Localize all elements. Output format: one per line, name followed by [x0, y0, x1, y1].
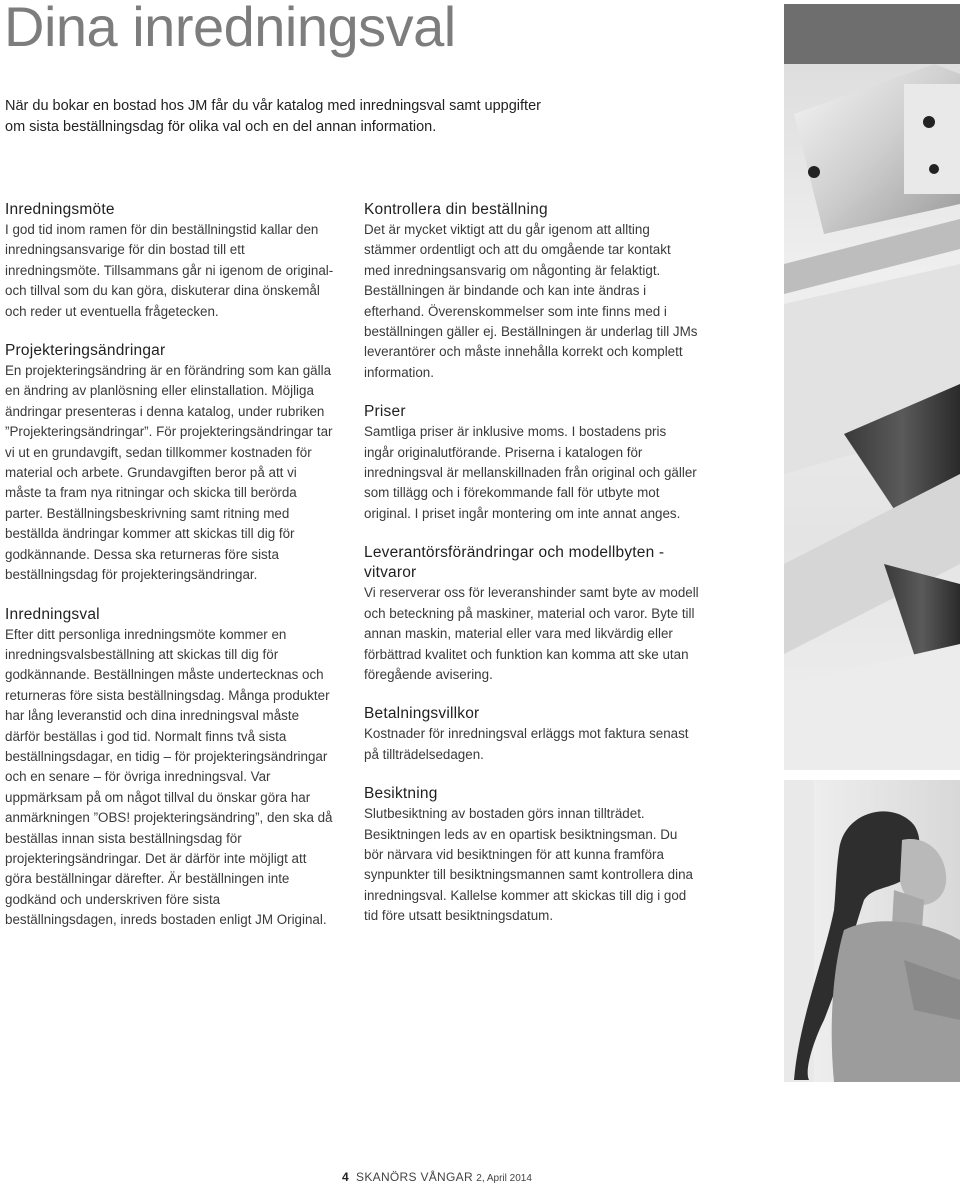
section-projekteringsandringar — [5, 341, 335, 585]
section-body: Det är mycket viktigt att du går igenom att allting stämmer ordentligt och att du omgående tar kontakt med inredningsansvarig om någonting är felaktigt. Beställningen är bindande och kan inte ändras i efterhand. Överenskommelser som inte finns med i beställningen gäller ej. Beställningen är underlag till JMs leverantörer och måste innehålla korrekt och komplett information. — [364, 222, 698, 380]
section-inredningsmote — [5, 200, 335, 322]
section-kontrollera — [364, 200, 699, 383]
section-heading: Projekteringsändringar — [5, 342, 166, 360]
left-column — [5, 200, 335, 950]
woman-photo — [784, 780, 960, 1082]
section-body: I god tid inom ramen för din beställningstid kallar den inredningsansvarige för din bostad till ett inredningsmöte. Tillsammans går ni igenom de original- och tillval som du kan göra, diskuterar dina önskemål och reder ut eventuella frågetecken. — [5, 222, 334, 319]
section-betalningsvillkor — [364, 704, 699, 765]
page-title: Dina inredningsval — [4, 0, 456, 58]
section-body: Vi reserverar oss för leveranshinder samt byte av modell och beteckning på maskiner, material och varor. Byte till annan maskin, material eller vara med likvärdig eller förbättrad kvalitet och funktion kan komma att ske utan föregående avisering. — [364, 585, 699, 682]
right-column — [364, 200, 699, 946]
section-heading: Priser — [364, 403, 406, 421]
section-heading: Besiktning — [364, 785, 438, 803]
hinge-closeup-photo — [784, 4, 960, 770]
section-leverantorsforandringar — [364, 543, 699, 685]
section-inredningsval — [5, 605, 335, 931]
section-priser — [364, 402, 699, 524]
section-body: Samtliga priser är inklusive moms. I bostadens pris ingår originalutförande. Priserna i katalogen för inredningsval är mellanskillnaden från original och gäller som tillägg och i förekommande fall för utbyte mot original. I priset ingår montering om inte annat anges. — [364, 424, 697, 521]
page-footer — [342, 1170, 532, 1184]
section-heading: Inredningsmöte — [5, 201, 115, 218]
section-body: En projekteringsändring är en förändring som kan gälla en ändring av planlösning eller elinstallation. Möjliga ändringar presenteras i denna katalog, under rubriken ”Projekteringsändringar”. För projekteringsändringar tar vi ut en grundavgift, sedan tillkommer kostnaden för material och arbete. Grundavgiften beror på att vi måste ta fram nya ritningar och skicka till berörda parter. Beställningsbeskrivning samt ritning med beställda ändringar kommer att skickas till dig för godkännande. Dessa ska returneras före sista beställningsdag för projekteringsändringar. — [5, 363, 333, 583]
page-number: 4 — [342, 1170, 349, 1184]
section-heading: Inredningsval — [5, 605, 100, 623]
section-heading: Leverantörsförändringar och modellbyten - vitvaror — [364, 544, 665, 582]
section-heading: Kontrollera din beställning — [364, 201, 548, 218]
intro-text: När du bokar en bostad hos JM får du vår katalog med inredningsval samt uppgifter om sista beställningsdag för olika val och en del annan information. — [5, 98, 541, 135]
section-body: Slutbesiktning av bostaden görs innan tillträdet. Besiktningen leds av en opartisk besiktningsman. Du bör närvara vid besiktningen för att kunna framföra synpunkter till besiktningsmannen samt kontrollera dina inredningsval. Kallelse kommer att skickas till dig i god tid före utsatt besiktningsdatum. — [364, 806, 693, 924]
section-body: Kostnader för inredningsval erläggs mot faktura senast på tillträdelsedagen. — [364, 726, 689, 762]
issue-date: 2, April 2014 — [476, 1173, 532, 1184]
section-body: Efter ditt personliga inredningsmöte kommer en inredningsvalsbeställning att skickas till dig för godkännande. Beställningen måste undertecknas och returneras före sista beställningsdag. Många produkter har lång leveranstid och dina inredningsval måste därför beställas i god tid. Normalt finns två sista beställningsdagar, en tidig – för projekteringsändringar och en senare – för övriga inredningsval. Var uppmärksam på om något tillval du önskar göra har anmärkningen ”OBS! projekteringsändring”, den ska då beställas innan sista beställningsdag för projekteringsändringar. Det är därför inte möjligt att göra beställningar därefter. Är beställningen inte godkänd och underskriven före sista beställningsdagen, inreds bostaden enligt JM Original. — [5, 626, 333, 928]
section-besiktning — [364, 784, 699, 926]
section-heading: Betalningsvillkor — [364, 705, 480, 723]
magazine-name: SKANÖRS VÅNGAR — [356, 1170, 473, 1184]
